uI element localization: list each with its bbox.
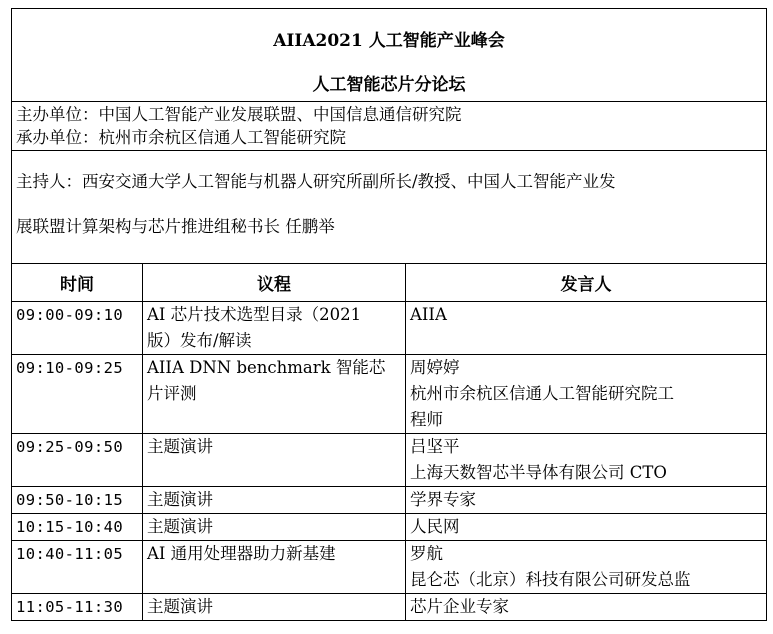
agenda-cell [143, 302, 406, 355]
time-text: 09:10-09:25 [16, 359, 124, 377]
column-header-speaker: 发言人 [406, 264, 767, 302]
speaker-cell [406, 434, 767, 487]
agenda-rows [12, 302, 767, 621]
time-cell [12, 594, 143, 621]
title-cell [12, 9, 767, 102]
agenda-table [11, 8, 767, 621]
time-cell [12, 302, 143, 355]
table-header-row [12, 264, 767, 302]
agenda-text: AI 芯片技术选型目录（2021 [147, 305, 362, 324]
organizers-cell [12, 102, 767, 151]
table-row [12, 487, 767, 514]
time-text: 09:50-10:15 [16, 491, 124, 509]
table-row [12, 355, 767, 434]
moderator-line-1: 主持人：西安交通大学人工智能与机器人研究所副所长/教授、中国人工智能产业发 [16, 172, 616, 191]
speaker-cell [406, 302, 767, 355]
time-text: 11:05-11:30 [16, 598, 124, 616]
speaker-cell [406, 514, 767, 541]
speaker-text: 人民网 [410, 517, 460, 536]
table-row [12, 434, 767, 487]
agenda-cell [143, 487, 406, 514]
time-text: 10:40-11:05 [16, 545, 124, 563]
speaker-cell [406, 355, 767, 434]
agenda-cell [143, 594, 406, 621]
agenda-cell [143, 355, 406, 434]
speaker-cell [406, 487, 767, 514]
host-organizer: 主办单位：中国人工智能产业发展联盟、中国信息通信研究院 [16, 105, 462, 124]
speaker-text: 程师 [410, 410, 443, 429]
table-row [12, 514, 767, 541]
agenda-cell [143, 434, 406, 487]
document-title: AIIA2021 人工智能产业峰会 [273, 31, 505, 51]
time-cell [12, 541, 143, 594]
time-cell [12, 487, 143, 514]
time-cell [12, 514, 143, 541]
document-subtitle: 人工智能芯片分论坛 [312, 75, 466, 95]
speaker-text: 周婷婷 [410, 358, 460, 377]
speaker-text: AIIA [410, 305, 447, 324]
speaker-text: 芯片企业专家 [410, 597, 509, 616]
column-header-time: 时间 [12, 264, 143, 302]
agenda-text: 片评测 [147, 384, 197, 403]
time-text: 09:00-09:10 [16, 306, 124, 324]
speaker-text: 杭州市余杭区信通人工智能研究院工 [410, 384, 674, 403]
agenda-cell [143, 514, 406, 541]
agenda-text: 主题演讲 [147, 597, 213, 616]
table-row [12, 594, 767, 621]
agenda-text: 主题演讲 [147, 490, 213, 509]
speaker-text: 上海天数智芯半导体有限公司 CTO [410, 463, 667, 482]
moderator-line-2: 展联盟计算架构与芯片推进组秘书长 任鹏举 [16, 217, 335, 236]
time-cell [12, 434, 143, 487]
agenda-cell [143, 541, 406, 594]
agenda-document [11, 8, 767, 621]
agenda-text: 主题演讲 [147, 437, 213, 456]
speaker-text: 学界专家 [410, 490, 476, 509]
agenda-text: AIIA DNN benchmark 智能芯 [147, 358, 386, 377]
undertaking-organizer: 承办单位：杭州市余杭区信通人工智能研究院 [16, 128, 346, 147]
time-text: 10:15-10:40 [16, 518, 124, 536]
agenda-text: 主题演讲 [147, 517, 213, 536]
agenda-text: AI 通用处理器助力新基建 [147, 544, 336, 563]
moderator-cell [12, 151, 767, 264]
column-header-agenda: 议程 [143, 264, 406, 302]
speaker-cell [406, 541, 767, 594]
agenda-text: 版）发布/解读 [147, 331, 252, 350]
speaker-text: 吕坚平 [410, 437, 460, 456]
time-cell [12, 355, 143, 434]
speaker-text: 昆仑芯（北京）科技有限公司研发总监 [410, 570, 691, 589]
table-row [12, 302, 767, 355]
table-row [12, 541, 767, 594]
speaker-text: 罗航 [410, 544, 443, 563]
time-text: 09:25-09:50 [16, 438, 124, 456]
speaker-cell [406, 594, 767, 621]
